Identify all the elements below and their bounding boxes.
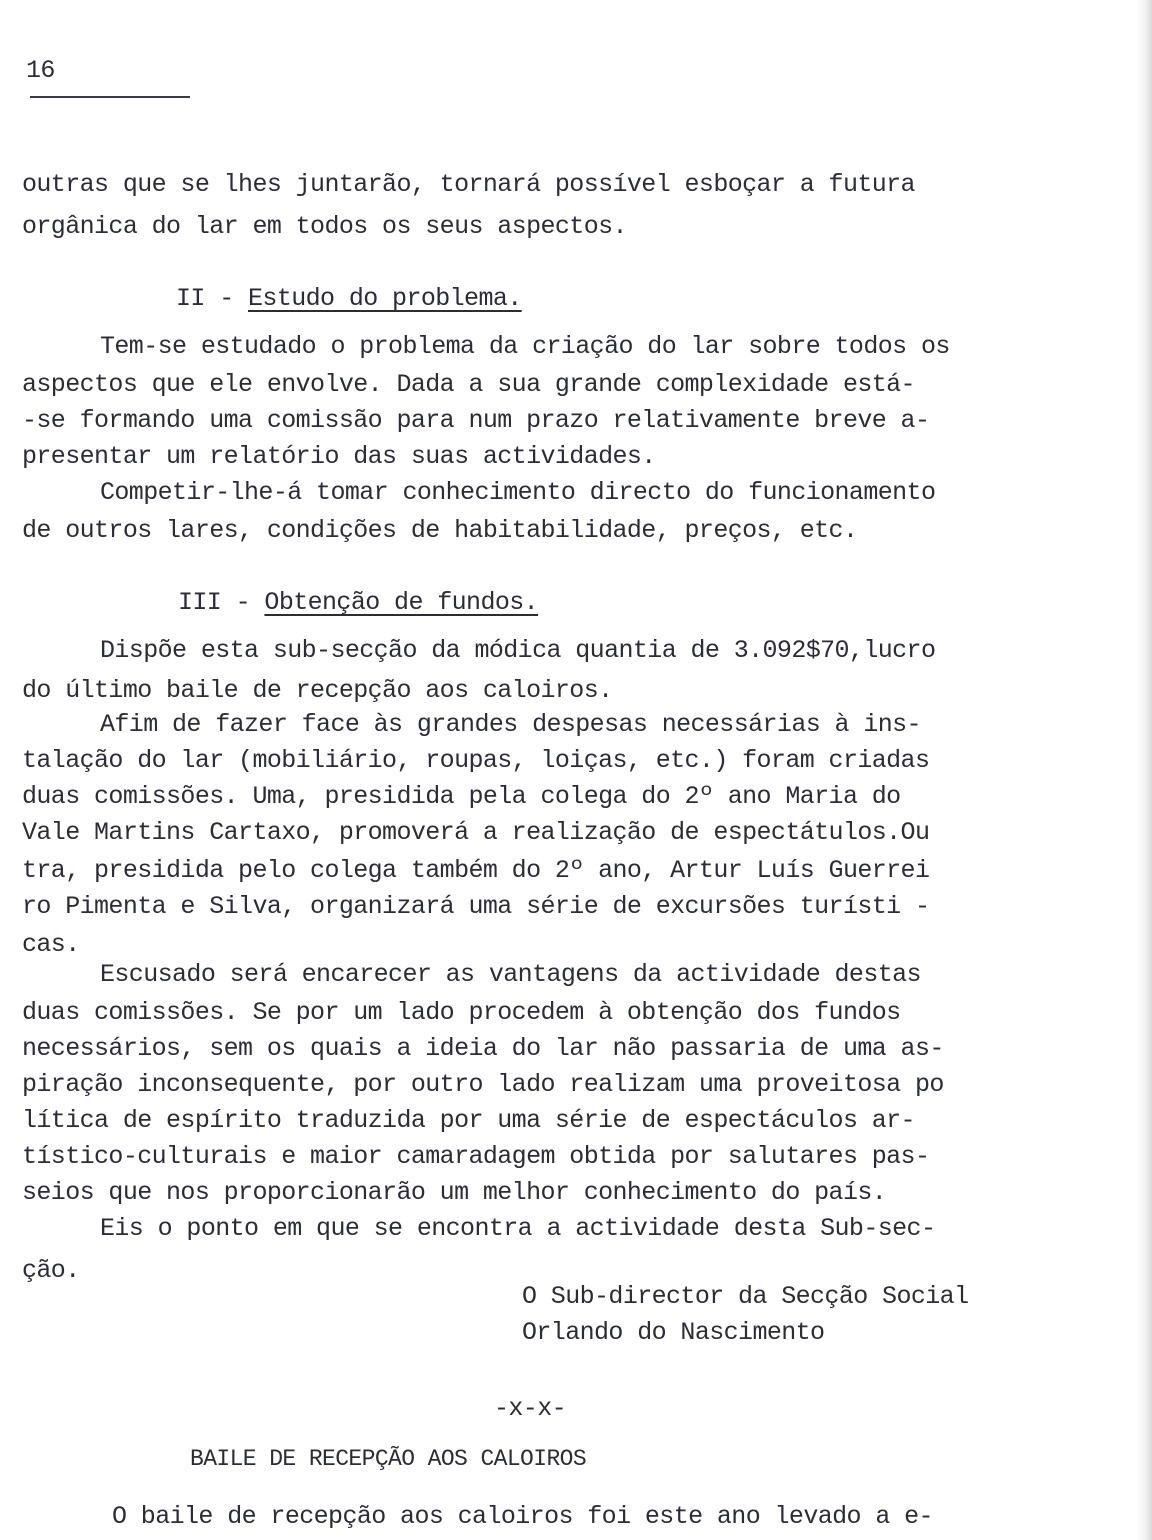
paragraph-line: Competir-lhe-á tomar conhecimento directo do funcionamento (100, 478, 936, 507)
paragraph-line: tra, presidida pelo colega também do 2º ano, Artur Luís Guerrei (22, 856, 930, 885)
paragraph-line: tístico-culturais e maior camaradagem obtida por salutares pas- (22, 1142, 930, 1171)
paragraph-line: outras que se lhes juntarão, tornará possível esboçar a futura (22, 170, 915, 199)
paragraph-line: necessários, sem os quais a ideia do lar não passaria de uma as- (22, 1034, 944, 1063)
paragraph-line: ção. (22, 1256, 80, 1285)
paragraph-line: cas. (22, 930, 80, 959)
section-heading-ii (176, 284, 522, 314)
header-rule (30, 96, 190, 98)
paragraph-line: ro Pimenta e Silva, organizará uma série de excursões turísti - (22, 892, 930, 921)
paragraph-line: Tem-se estudado o problema da criação do lar sobre todos os (100, 332, 950, 361)
signature-role: O Sub-director da Secção Social (522, 1282, 969, 1311)
section-title: Obtenção de fundos. (264, 588, 539, 617)
article-title: BAILE DE RECEPÇÃO AOS CALOIROS (190, 1446, 587, 1472)
paragraph-line: Escusado será encarecer as vantagens da actividade destas (100, 960, 921, 989)
page-number: 16 (26, 56, 55, 85)
paragraph-line: presentar um relatório das suas actividades. (22, 442, 656, 471)
signature-name: Orlando do Nascimento (522, 1318, 825, 1347)
section-separator: -x-x- (494, 1394, 567, 1423)
paragraph-line: Eis o ponto em que se encontra a actividade desta Sub-sec- (100, 1214, 936, 1243)
paragraph-line: do último baile de recepção aos caloiros. (22, 676, 613, 705)
paragraph-line: Vale Martins Cartaxo, promoverá a realização de espectátulos.Ou (22, 818, 930, 847)
section-numeral: II - (176, 284, 249, 313)
paragraph-line: seios que nos proporcionarão um melhor conhecimento do país. (22, 1178, 887, 1207)
paragraph-line: piração inconsequente, por outro lado realizam uma proveitosa po (22, 1070, 944, 1099)
paragraph-line: O baile de recepção aos caloiros foi este ano levado a e- (112, 1502, 933, 1531)
section-numeral: III - (178, 588, 265, 617)
paragraph-line: Dispõe esta sub-secção da módica quantia de 3.092$70,lucro (100, 636, 936, 665)
section-title: Estudo do problema. (248, 284, 522, 313)
paragraph-line: duas comissões. Uma, presidida pela colega do 2º ano Maria do (22, 782, 901, 811)
page-edge-shadow (1136, 0, 1152, 1540)
section-heading-iii (178, 588, 538, 618)
paragraph-line: -se formando uma comissão para num prazo relativamente breve a- (22, 406, 930, 435)
paragraph-line: orgânica do lar em todos os seus aspectos. (22, 212, 627, 241)
paragraph-line: aspectos que ele envolve. Dada a sua grande complexidade está- (22, 370, 915, 399)
paragraph-line: de outros lares, condições de habitabilidade, preços, etc. (22, 516, 858, 545)
paragraph-line: duas comissões. Se por um lado procedem à obtenção dos fundos (22, 998, 901, 1027)
paragraph-line: lítica de espírito traduzida por uma série de espectáculos ar- (22, 1106, 915, 1135)
paragraph-line: talação do lar (mobiliário, roupas, loiças, etc.) foram criadas (22, 746, 930, 775)
paragraph-line: Afim de fazer face às grandes despesas necessárias à ins- (100, 710, 921, 739)
